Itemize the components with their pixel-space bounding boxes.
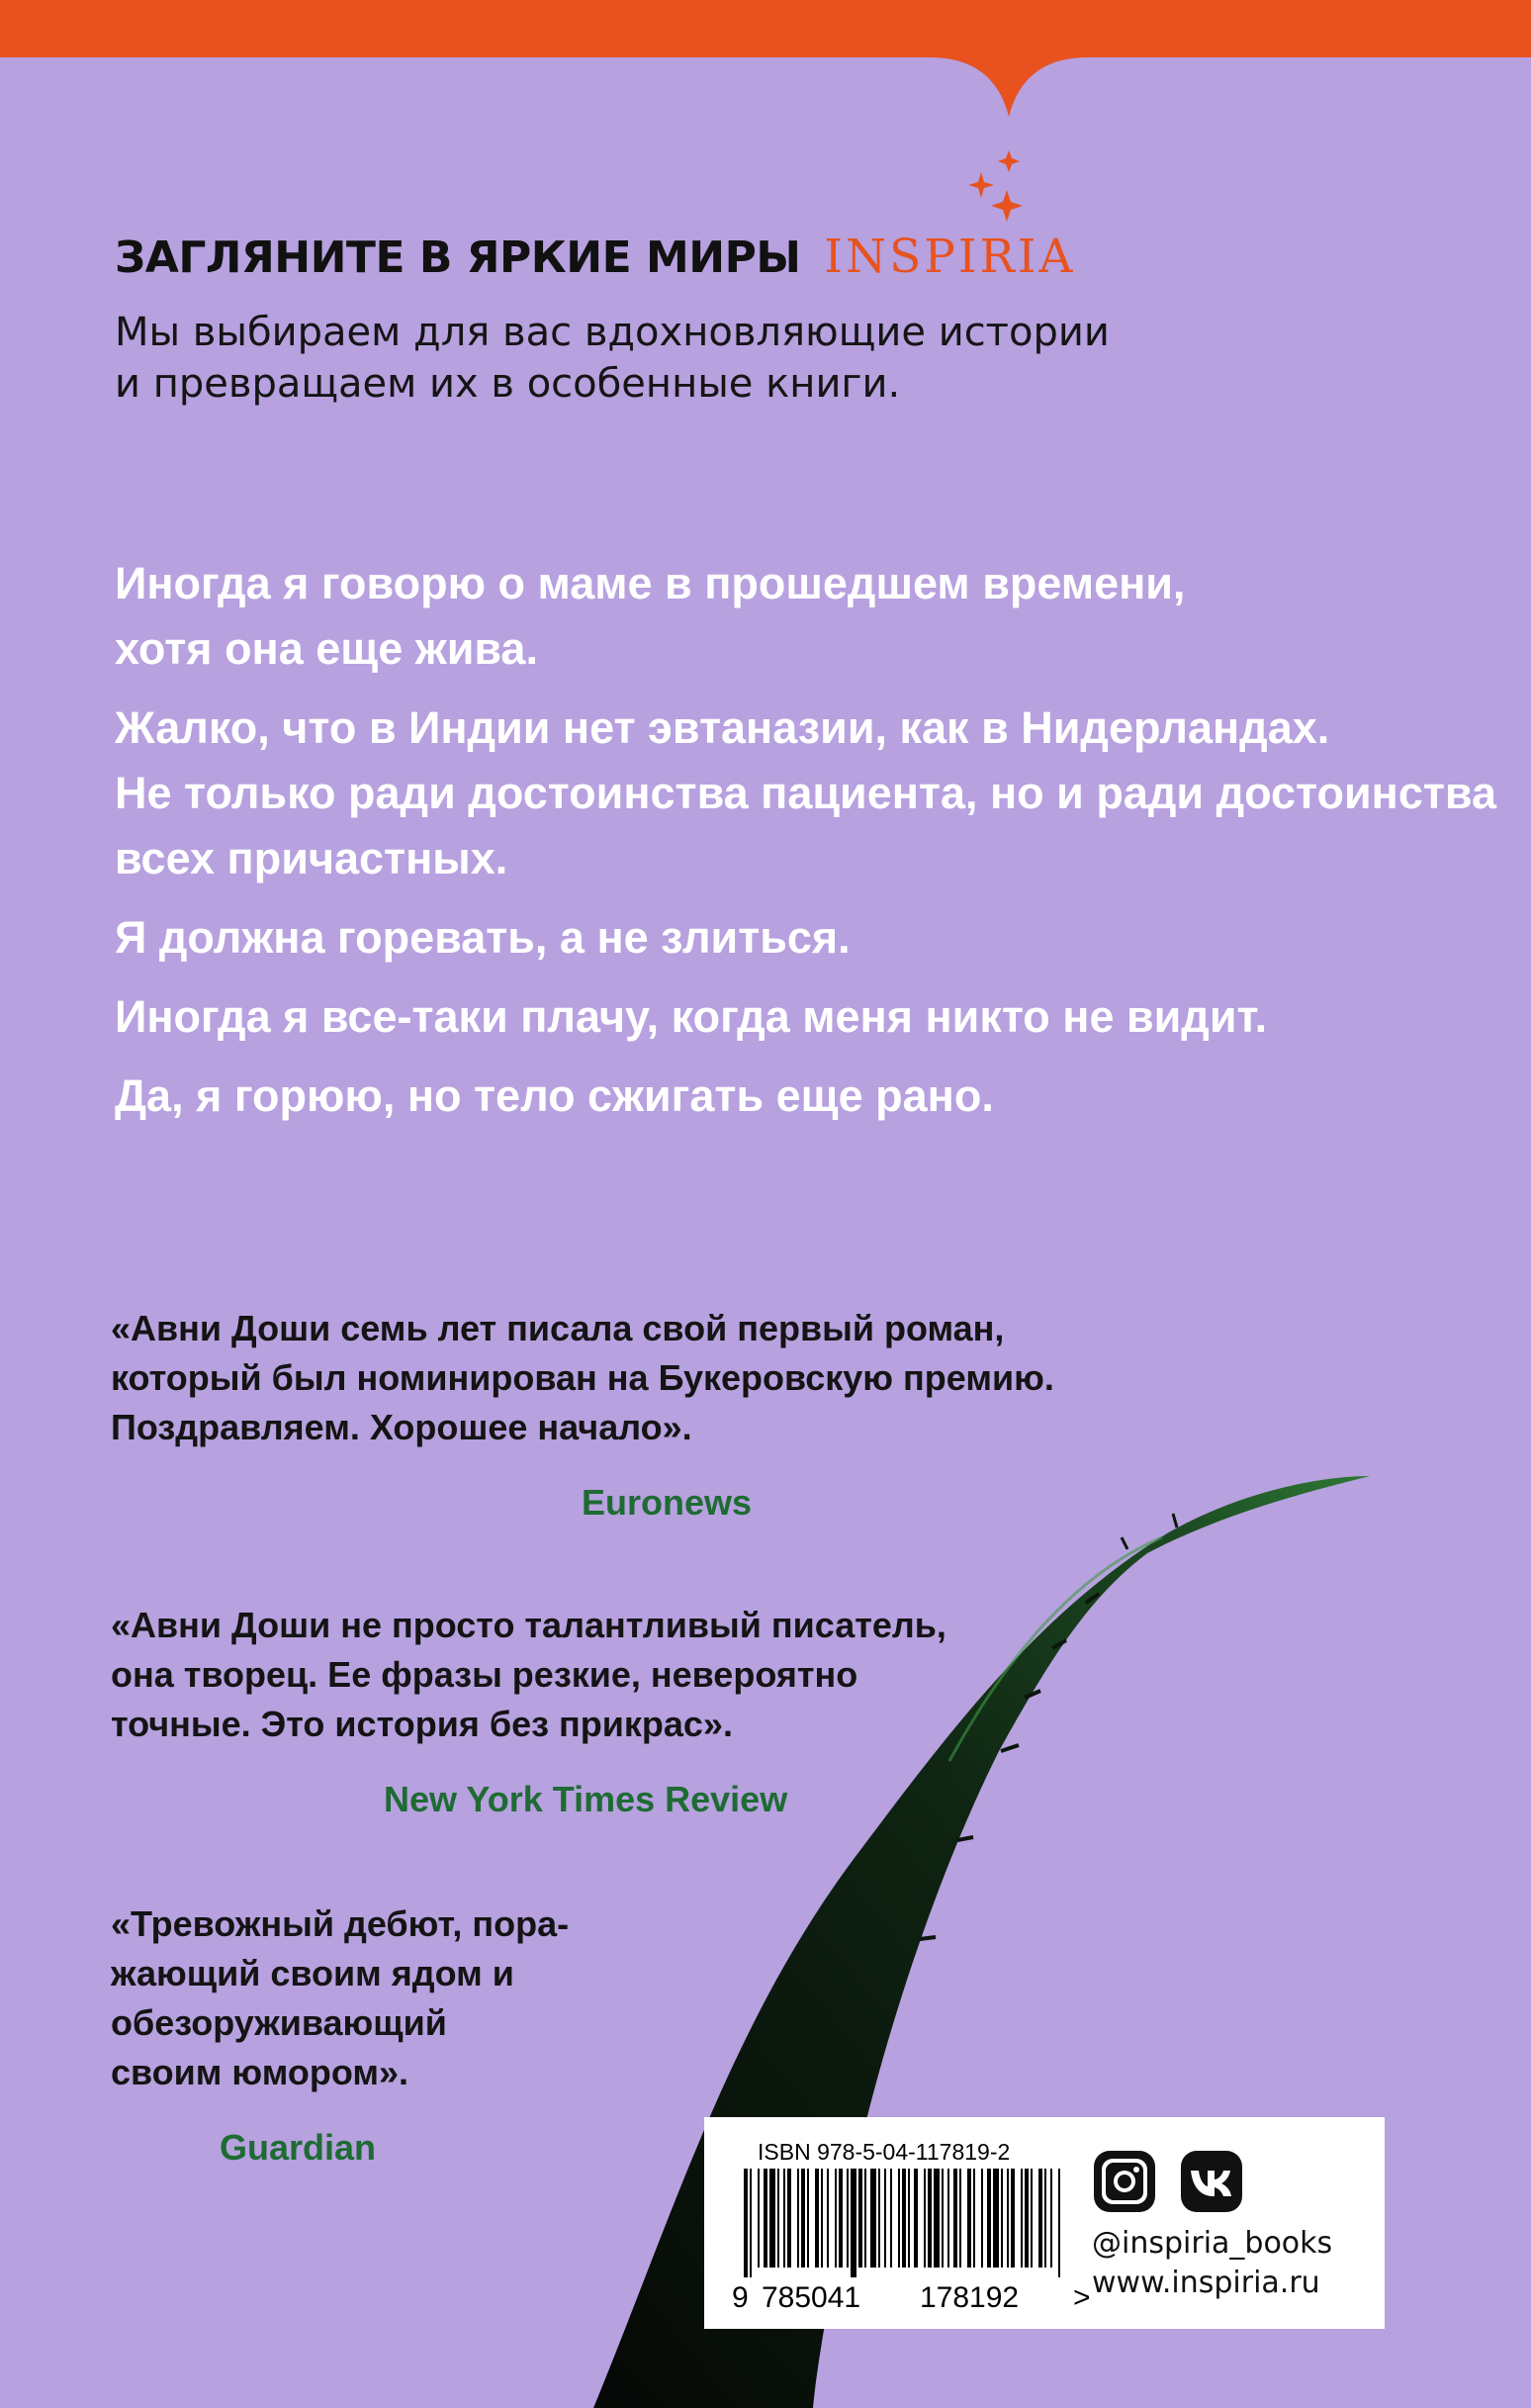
barcode-bar: [769, 2169, 775, 2268]
excerpt-line: хотя она еще жива.: [115, 623, 538, 674]
barcode-bar: [827, 2169, 829, 2268]
headline-text: ЗАГЛЯНИТЕ В ЯРКИЕ МИРЫ: [115, 232, 801, 283]
barcode-bar: [1025, 2169, 1029, 2268]
barcode-panel: [704, 2117, 1385, 2329]
barcode-bar: [890, 2169, 892, 2268]
barcode-bar: [981, 2169, 983, 2268]
review-line: который был номинирован на Букеровскую премию.: [111, 1357, 1054, 1398]
barcode-bar: [807, 2169, 809, 2268]
excerpt-line: Иногда я говорю о маме в прошедшем времени,: [115, 558, 1186, 608]
barcode-bar: [839, 2169, 843, 2268]
excerpt-line: Иногда я все-таки плачу, когда меня никто не видит.: [115, 991, 1268, 1042]
brand-name: INSPIRIA: [824, 230, 1076, 284]
barcode-bar: [787, 2169, 791, 2268]
barcode-bar: [947, 2169, 949, 2268]
book-excerpt: [115, 551, 1496, 1143]
barcode-bar: [821, 2169, 823, 2268]
barcode-digits: [732, 2281, 1091, 2315]
excerpt-paragraph: [115, 905, 1400, 971]
barcode-bar: [851, 2169, 856, 2277]
barcode-bar: [1011, 2169, 1015, 2268]
barcode-bar: [914, 2169, 918, 2268]
barcode-bar: [864, 2169, 866, 2268]
vk-icon[interactable]: [1181, 2151, 1242, 2212]
barcode-bar: [777, 2169, 779, 2268]
barcode-bar: [934, 2169, 940, 2268]
excerpt-line: Не только ради достоинства пациента, но и ради достоинства: [115, 768, 1496, 818]
excerpt-line: Жалко, что в Индии нет эвтаназии, как в Нидерландах.: [115, 702, 1330, 753]
social-icons: [1092, 2147, 1270, 2216]
barcode-digit-group: 178192: [920, 2281, 1020, 2314]
barcode-bar: [928, 2169, 932, 2268]
review-line: своим юмором».: [111, 2052, 409, 2092]
barcode-bar: [953, 2169, 957, 2268]
barcode-bar: [835, 2169, 837, 2268]
excerpt-paragraph: [115, 984, 1400, 1050]
review-quote: [111, 1899, 569, 2097]
excerpt-paragraph: [115, 1064, 1400, 1129]
review-quote: [111, 1601, 946, 1749]
barcode-digit-lead: 9: [732, 2281, 749, 2314]
intro-line: Мы выбираем для вас вдохновляющие истории: [115, 310, 1110, 355]
excerpt-line: Я должна горевать, а не злиться.: [115, 912, 851, 963]
barcode-bar: [764, 2169, 767, 2268]
barcode-bar: [987, 2169, 991, 2268]
barcode-bar: [801, 2169, 805, 2268]
sparkle-stars-icon: [969, 146, 1038, 226]
barcode-icon: [744, 2169, 1060, 2277]
barcode-bar: [1038, 2169, 1042, 2268]
instagram-icon[interactable]: [1094, 2151, 1155, 2212]
intro-line: и превращаем их в особенные книги.: [115, 361, 901, 407]
review-line: точные. Это история без прикрас».: [111, 1704, 733, 1744]
website-link[interactable]: www.inspiria.ru: [1092, 2266, 1320, 2300]
barcode-bar: [908, 2169, 910, 2268]
barcode-bar: [1058, 2169, 1060, 2277]
barcode-bar: [967, 2169, 971, 2268]
social-handle[interactable]: @inspiria_books: [1092, 2226, 1333, 2261]
barcode-bar: [1031, 2169, 1033, 2268]
review-line: она творец. Ее фразы резкие, невероятно: [111, 1654, 858, 1695]
review-line: «Тревожный дебют, пора-: [111, 1903, 570, 1944]
barcode-bar: [750, 2169, 752, 2277]
intro-text: [115, 307, 1302, 410]
review-line: «Авни Доши не просто талантливый писатель,: [111, 1605, 946, 1645]
barcode-bar: [783, 2169, 785, 2268]
review-source: New York Times Review: [384, 1779, 788, 1819]
barcode-bar: [1001, 2169, 1003, 2268]
barcode-bar: [1050, 2169, 1052, 2268]
isbn-label: ISBN 978-5-04-117819-2: [758, 2139, 1011, 2165]
review-line: обезоруживающий: [111, 2002, 447, 2043]
excerpt-paragraph: [115, 695, 1496, 891]
barcode-bar: [1007, 2169, 1009, 2268]
barcode-bar: [902, 2169, 906, 2268]
barcode-bar: [942, 2169, 944, 2268]
barcode-bar: [959, 2169, 961, 2268]
review-quote: [111, 1304, 1054, 1452]
review-line: «Авни Доши семь лет писала свой первый роман,: [111, 1308, 1005, 1348]
barcode-bar: [884, 2169, 886, 2268]
barcode-bar: [993, 2169, 999, 2268]
review-line: жающий своим ядом и: [111, 1953, 514, 1993]
excerpt-line: Да, я горюю, но тело сжигать еще рано.: [115, 1070, 994, 1121]
barcode-bar: [758, 2169, 760, 2268]
barcode-bar: [898, 2169, 900, 2268]
barcode-bar: [847, 2169, 849, 2268]
barcode-bar: [878, 2169, 880, 2268]
barcode-bar: [1044, 2169, 1046, 2268]
barcode-digit-group: 785041: [762, 2281, 861, 2314]
barcode-bar: [1021, 2169, 1023, 2268]
barcode-bar: [924, 2169, 926, 2268]
barcode-bar: [797, 2169, 799, 2268]
review-line: Поздравляем. Хорошее начало».: [111, 1407, 692, 1447]
review-source: Euronews: [582, 1482, 753, 1523]
headline: [115, 230, 1203, 299]
barcode-bar: [973, 2169, 975, 2268]
excerpt-paragraph: [115, 551, 1400, 682]
top-band: [0, 0, 1531, 129]
barcode-digit-arrow: >: [1073, 2281, 1091, 2314]
barcode-bar: [815, 2169, 819, 2268]
barcode-bar: [744, 2169, 748, 2277]
review-source: Guardian: [220, 2127, 377, 2168]
excerpt-line: всех причастных.: [115, 833, 508, 883]
barcode-bar: [870, 2169, 876, 2268]
barcode-bar: [858, 2169, 862, 2268]
